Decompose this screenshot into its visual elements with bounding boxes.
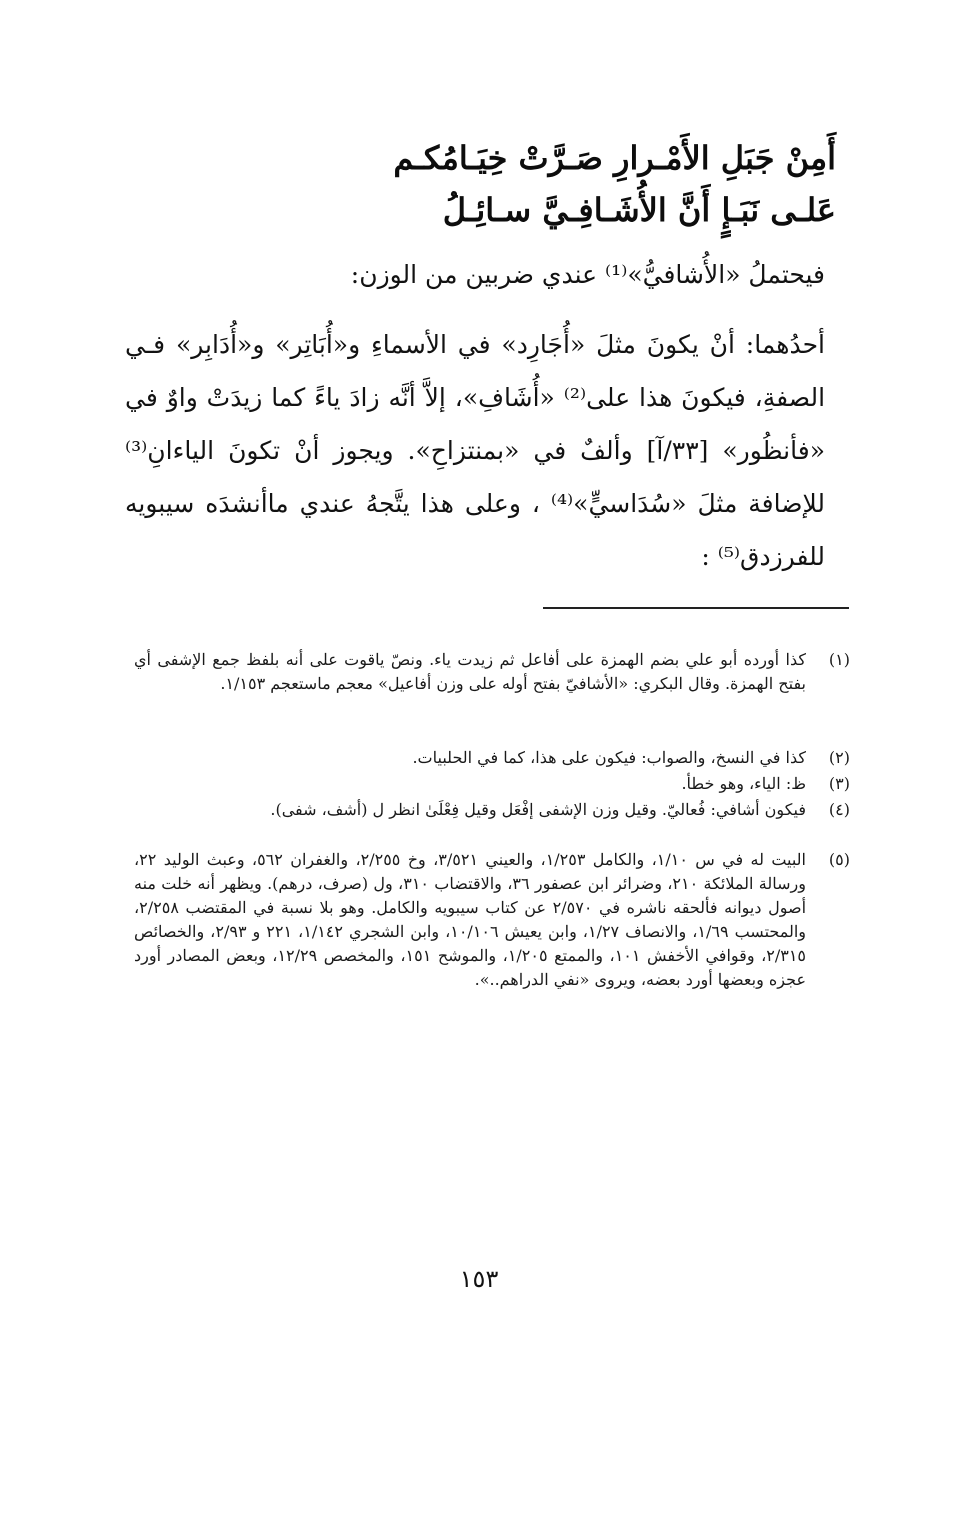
verse-line-1: أَمِنْ جَبَلِ الأَمْـرارِ صَـرَّتْ خِيَـامُكـم <box>393 139 836 177</box>
footnote-number: (٣) <box>828 774 850 793</box>
intro-line: فيحتملُ «الأُشافيُّ»⁽¹⁾ عندي ضربين من الوزن: <box>350 260 825 289</box>
verse-line-2: عَلـى نَبَـإٍ أَنَّ الأُشَـافِـيَّ سـائِـلُ <box>442 191 836 229</box>
footnote-divider <box>543 607 849 609</box>
footnote-text: ظ: الياء، وهو خطأ. <box>681 774 806 793</box>
footnote-5 <box>134 848 850 992</box>
footnote-number: (١) <box>828 650 850 669</box>
footnote-number: (٤) <box>828 800 850 819</box>
footnote-3 <box>134 772 850 796</box>
footnote-number: (٥) <box>828 850 850 869</box>
footnote-text: البيت له في س ١/١٠، والكامل ١/٢٥٣، والعيني ٣/٥٢١، وخ ٢/٢٥٥، والغفران ٥٦٢، وعبث الوليد ٢٢، ورسالة الملائكة ٢١٠، وضرائر ابن عصفور ٣٦، والاقتضاب ٣١٠، ول (صرف، درهم). ويظهر أنه خلت منه أصول ديوانه فألحقه ناشره في ٢/٥٧٠ عن كتاب سيبويه والكامل. وهو بلا نسبة في المقتضب ٢/٢٥٨، والمحتسب ١/٦٩، والانصاف ١/٢٧، وابن يعيش ١٠/١٠٦، وابن الشجري ١/١٤٢، ٢٢١ و ٢/٩٣، والخصائص ٢/٣١٥، وقوافي الأخفش ١٠١، والممتع ١/٢٠٥، والموشح ١٥١، والمخصص ١٢/٢٩، وبعض المصادر أورد عجزه وبعضها أورد بعضه، ويروى «نفي الدراهم..». <box>134 850 807 989</box>
main-paragraph: أحدُهما: أنْ يكونَ مثلَ «أُجَارِد» في الأسماءِ و«أُبَاتِر» و«أُدَابِر» فـي الصفةِ، فيكونَ هذا على⁽²⁾ «أُشَافِ»، إلاَّ أنَّه زادَ ياءً كما زيدَتْ واوٌ في «فأنظُور» [٣٣/آ] وألفٌ في «بمنتزاحِ». ويجوز أنْ تكونَ الياءانِ⁽³⁾ للإضافة مثلَ «سُدَاسيٍّ»⁽⁴⁾ ، وعلى هذا يتَّجهُ عندي ماأنشدَه سيبويه للفرزدق⁽⁵⁾ : <box>125 330 826 571</box>
footnote-4 <box>134 798 850 846</box>
footnote-1 <box>134 648 850 744</box>
footnote-text: فيكون أشافي: فُعاليّ. وقيل وزن الإشفى إفْعَل وقيل فِعْلَىٰ انظر ل (أشف، شفى). <box>270 800 806 819</box>
footnote-text: كذا في النسخ، والصواب: فيكون على هذا، كما في الحلبيات. <box>412 748 806 767</box>
footnote-2 <box>134 746 850 770</box>
footnotes <box>134 648 850 994</box>
footnote-number: (٢) <box>828 748 850 767</box>
page-number: ١٥٣ <box>459 1265 499 1293</box>
footnote-text: كذا أورده أبو علي بضم الهمزة على أفاعل ثم زيدت ياء. ونصّ ياقوت على أنه بلفظ جمع الإشفى أي بفتح الهمزة. وقال البكري: «الأشافيّ بفتح أوله على وزن أفاعيل» معجم ماستعجم ١/١٥٣. <box>134 650 806 693</box>
